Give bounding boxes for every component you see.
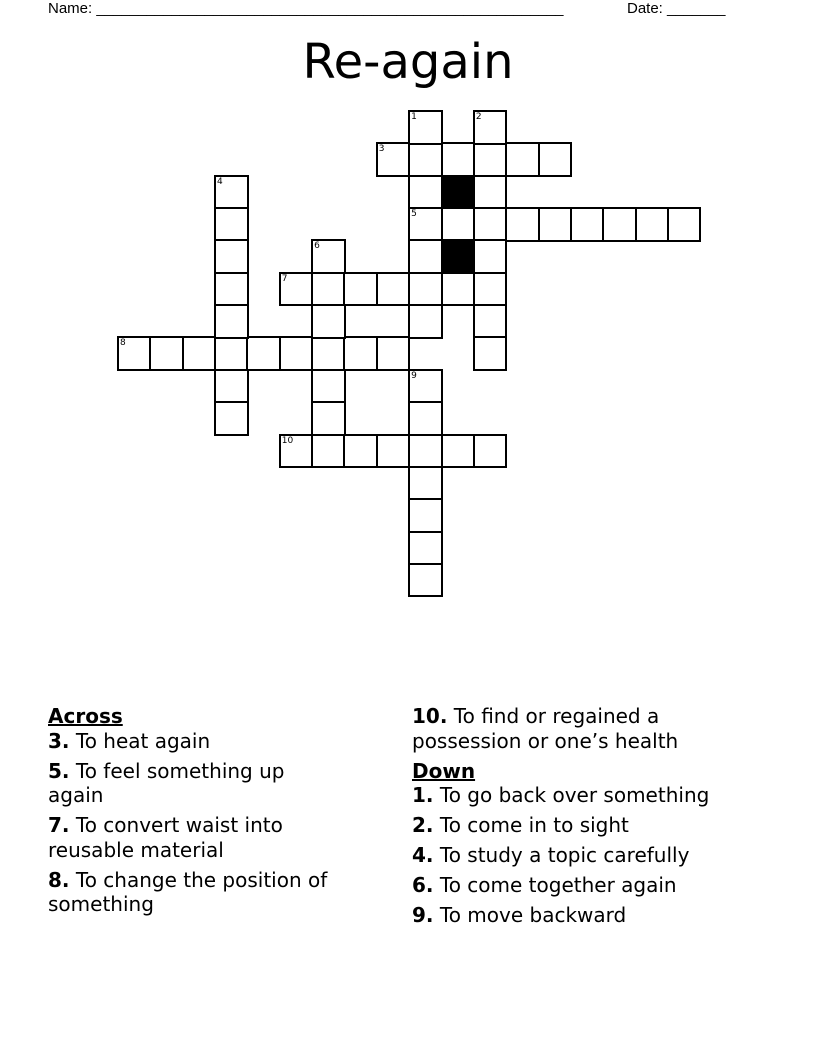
name-line: ________________________________________________________ bbox=[96, 0, 564, 17]
down-heading: Down bbox=[412, 758, 476, 783]
grid-cell[interactable] bbox=[408, 142, 443, 177]
grid-cell[interactable] bbox=[311, 369, 346, 404]
clue-across-8: 8. To change the position of something bbox=[48, 867, 328, 916]
grid-cell[interactable] bbox=[343, 336, 378, 371]
grid-cell[interactable] bbox=[214, 401, 249, 436]
clues-right-column bbox=[412, 704, 732, 933]
date-field[interactable] bbox=[627, 0, 725, 17]
across-heading: Across bbox=[48, 704, 123, 728]
grid-cell[interactable] bbox=[473, 207, 508, 242]
grid-cell[interactable] bbox=[279, 272, 314, 307]
grid-cell[interactable] bbox=[441, 434, 476, 469]
grid-cell[interactable] bbox=[408, 498, 443, 533]
grid-cell[interactable] bbox=[311, 272, 346, 307]
name-field[interactable] bbox=[48, 0, 564, 17]
clue-down-6: 6. To come together again bbox=[412, 873, 677, 897]
clue-across-10: 10. To find or regained a possession or one’s health bbox=[412, 704, 679, 753]
clues-left-column bbox=[48, 704, 398, 922]
grid-cell[interactable] bbox=[214, 239, 249, 274]
clue-down-9: 9. To move backward bbox=[412, 903, 627, 927]
clue-across-7: 7. To convert waist into reusable material bbox=[48, 813, 283, 862]
grid-cell[interactable] bbox=[408, 466, 443, 501]
grid-cell[interactable] bbox=[376, 142, 411, 177]
grid-cell[interactable] bbox=[311, 401, 346, 436]
grid-cell[interactable] bbox=[635, 207, 670, 242]
page-title: Re-again bbox=[302, 34, 514, 90]
grid-cell[interactable] bbox=[214, 304, 249, 339]
grid-cell[interactable] bbox=[311, 434, 346, 469]
grid-cell[interactable] bbox=[473, 304, 508, 339]
grid-cell[interactable] bbox=[505, 142, 540, 177]
grid-cell[interactable] bbox=[408, 304, 443, 339]
grid-cell[interactable] bbox=[473, 142, 508, 177]
name-label: Name: bbox=[48, 0, 93, 17]
grid-cell[interactable] bbox=[570, 207, 605, 242]
grid-cell[interactable] bbox=[473, 239, 508, 274]
black-cell bbox=[441, 239, 476, 274]
clue-number: 10 bbox=[281, 435, 294, 446]
grid-cell[interactable] bbox=[473, 272, 508, 307]
grid-cell[interactable] bbox=[214, 207, 249, 242]
grid-cell[interactable] bbox=[408, 369, 443, 404]
grid-cell[interactable] bbox=[408, 207, 443, 242]
grid-cell[interactable] bbox=[182, 336, 217, 371]
grid-cell[interactable] bbox=[311, 336, 346, 371]
clue-number: 3 bbox=[378, 144, 385, 155]
grid-cell[interactable] bbox=[408, 434, 443, 469]
grid-cell[interactable] bbox=[538, 142, 573, 177]
clue-number: 4 bbox=[217, 176, 223, 187]
clue-down-4: 4. To study a topic carefully bbox=[412, 843, 690, 867]
date-label: Date: bbox=[627, 0, 663, 17]
clue-across-3: 3. To heat again bbox=[48, 728, 211, 753]
clue-number: 2 bbox=[475, 112, 482, 122]
grid-cell[interactable] bbox=[408, 239, 443, 274]
clue-number: 7 bbox=[281, 273, 288, 284]
grid-cell[interactable] bbox=[279, 434, 314, 469]
black-cell bbox=[441, 175, 476, 210]
grid-cell[interactable] bbox=[473, 175, 508, 210]
grid-cell[interactable] bbox=[376, 272, 411, 307]
grid-cell[interactable] bbox=[311, 304, 346, 339]
grid-cell[interactable] bbox=[408, 272, 443, 307]
grid-cell[interactable] bbox=[311, 239, 346, 274]
grid-cell[interactable] bbox=[505, 207, 540, 242]
grid-cell[interactable] bbox=[473, 434, 508, 469]
clue-number: 5 bbox=[411, 209, 417, 220]
grid-cell[interactable] bbox=[214, 369, 249, 404]
grid-cell[interactable] bbox=[214, 272, 249, 307]
grid-cell[interactable] bbox=[408, 401, 443, 436]
grid-cell[interactable] bbox=[441, 142, 476, 177]
grid-cell[interactable] bbox=[538, 207, 573, 242]
grid-cell[interactable] bbox=[149, 336, 184, 371]
grid-cell[interactable] bbox=[667, 207, 702, 242]
clue-down-1: 1. To go back over something bbox=[412, 783, 710, 807]
grid-cell[interactable] bbox=[408, 563, 443, 598]
grid-cell[interactable] bbox=[408, 531, 443, 566]
grid-cell[interactable] bbox=[441, 272, 476, 307]
grid-cell[interactable] bbox=[376, 434, 411, 469]
grid-cell[interactable] bbox=[279, 336, 314, 371]
grid-cell[interactable] bbox=[441, 207, 476, 242]
grid-cell[interactable] bbox=[408, 175, 443, 210]
clue-number: 8 bbox=[120, 338, 126, 349]
grid-cell[interactable] bbox=[408, 110, 443, 145]
grid-cell[interactable] bbox=[214, 336, 249, 371]
clue-down-2: 2. To come in to sight bbox=[412, 813, 629, 837]
grid-cell[interactable] bbox=[376, 336, 411, 371]
grid-cell[interactable] bbox=[214, 175, 249, 210]
grid-cell[interactable] bbox=[473, 110, 508, 145]
grid-cell[interactable] bbox=[246, 336, 281, 371]
grid-cell[interactable] bbox=[602, 207, 637, 242]
grid-cell[interactable] bbox=[117, 336, 152, 371]
grid-cell[interactable] bbox=[343, 434, 378, 469]
clue-number: 9 bbox=[411, 370, 417, 381]
grid-cell[interactable] bbox=[343, 272, 378, 307]
clue-number: 6 bbox=[314, 241, 320, 252]
clue-across-5: 5. To feel something up again bbox=[48, 758, 285, 807]
date-line: _______ bbox=[667, 0, 726, 17]
clue-number: 1 bbox=[411, 112, 417, 122]
grid-cell[interactable] bbox=[473, 336, 508, 371]
